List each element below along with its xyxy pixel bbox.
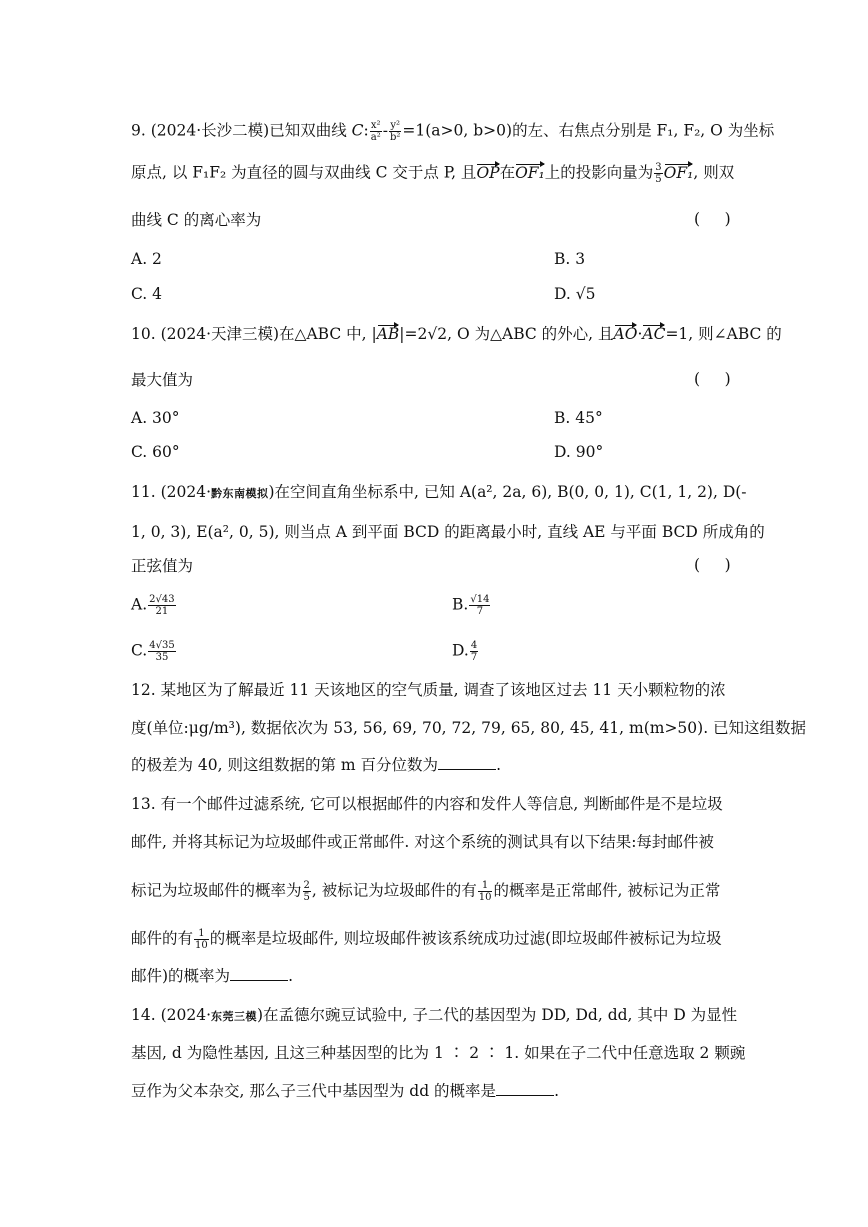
q13-line3-b: , 被标记为垃圾邮件的有 (311, 881, 477, 900)
q11-option-b-den: 7 (476, 606, 484, 617)
q12-answer-blank[interactable] (438, 755, 496, 770)
q13-line3 (131, 880, 720, 903)
q9-option-d: D. √5 (554, 285, 596, 303)
q13-line5-a: 邮件)的概率为 (131, 967, 231, 985)
q9-frac-y-den: b² (389, 132, 401, 143)
q11-option-b-frac (469, 594, 490, 617)
q13-frac-3-den: 10 (195, 940, 208, 951)
q13-line5 (131, 966, 293, 986)
q13-line1: 13. 有一个邮件过滤系统, 它可以根据邮件的内容和发件人等信息, 判断邮件是不是垃圾 (131, 795, 723, 813)
q9-line2-c: 上的投影向量为 (544, 163, 654, 182)
q11-option-b-num: √14 (470, 594, 490, 605)
q11-option-c-label: C. (131, 641, 148, 660)
q12-line2: 度(单位:μg/m³), 数据依次为 53, 56, 69, 70, 72, 79, 65, 80, 45, 41, m(m>50). 已知这组数据 (131, 719, 807, 737)
q10-option-b: B. 45° (554, 409, 603, 427)
q10-line2: 最大值为 (131, 371, 194, 389)
q11-option-d (452, 640, 479, 663)
q13-frac-3 (194, 928, 209, 951)
q14-answer-blank[interactable] (496, 1081, 554, 1096)
q14-line2: 基因, d 为隐性基因, 且这三种基因型的比为 1 ∶ 2 ∶ 1. 如果在子二代中任意选取 2 颗豌 (131, 1044, 746, 1062)
q9-curve: C (351, 121, 364, 140)
q10-dot: · (637, 325, 643, 343)
q14-number: 14. (2024· (131, 1006, 211, 1024)
q13-line5-b: . (288, 967, 293, 985)
q9-text: 已知双曲线 (269, 121, 352, 140)
q11-option-b (452, 594, 491, 617)
q9-text-b: 的左、右焦点分别是 F₁, F₂, O 为坐标 (512, 121, 775, 140)
q9-option-c: C. 4 (131, 285, 163, 303)
q13-line4-a: 邮件的有 (131, 929, 194, 948)
q9-source: (2024·长沙二模) (150, 121, 270, 140)
q9-line2-a: 原点, 以 F₁F₂ 为直径的圆与双曲线 C 交于点 P, 且 (131, 163, 477, 182)
q13-frac-2-num: 1 (478, 880, 493, 892)
q11-line1 (131, 482, 747, 504)
q10-option-d: D. 90° (554, 443, 604, 461)
q10-line1-a: 10. (2024·天津三模)在△ABC 中, | (131, 325, 377, 343)
q11-option-c (131, 640, 177, 663)
q9-option-b: B. 3 (554, 250, 586, 268)
q9-frac-y-num: y² (390, 120, 401, 131)
q9-line1 (131, 120, 774, 143)
vector-of1: OF₁ (515, 163, 545, 182)
q11-number: 11. (2024· (131, 483, 211, 501)
q13-line4 (131, 928, 722, 951)
q11-option-d-frac (470, 640, 478, 663)
q14-line3 (131, 1081, 559, 1101)
q11-option-d-den: 7 (470, 652, 478, 663)
q14-source: 东莞三模 (211, 1010, 257, 1023)
q11-line1-text: )在空间直角坐标系中, 已知 A(a², 2a, 6), B(0, 0, 1), C(1, 1, 2), D(- (268, 483, 747, 501)
q10-option-a: A. 30° (131, 409, 180, 427)
q12-line3-a: 的极差为 40, 则这组数据的第 m 百分位数为 (131, 756, 439, 774)
q13-line2: 邮件, 并将其标记为垃圾邮件或正常邮件. 对这个系统的测试具有以下结果:每封邮件被 (131, 833, 714, 851)
q13-frac-1-num: 2 (303, 880, 310, 891)
q11-line3: 正弦值为 (131, 557, 194, 575)
q11-option-c-den: 35 (155, 652, 169, 663)
q9-frac-x-num: x² (370, 120, 381, 131)
q13-frac-1 (303, 880, 311, 903)
q9-frac-x (370, 120, 382, 143)
vector-of1-b: OF₁ (663, 163, 694, 182)
q9-frac-den: 5 (655, 174, 662, 185)
vector-ac: AC (642, 325, 666, 343)
q9-answer-paren: ( ) (694, 210, 731, 228)
vector-op: OP (476, 163, 500, 182)
vector-ab: AB (376, 325, 400, 343)
q9-option-a: A. 2 (131, 250, 162, 268)
q14-line1 (131, 1005, 737, 1027)
q11-line2: 1, 0, 3), E(a², 0, 5), 则当点 A 到平面 BCD 的距离最小时, 直线 AE 与平面 BCD 所成角的 (131, 523, 765, 541)
q13-line3-c: 的概率是正常邮件, 被标记为正常 (493, 881, 721, 900)
q13-answer-blank[interactable] (230, 966, 288, 981)
q11-option-a-den: 21 (155, 606, 169, 617)
q11-option-d-num: 4 (470, 640, 478, 651)
q9-frac-x-den: a² (370, 132, 381, 143)
q10-option-c: C. 60° (131, 443, 180, 461)
q11-option-b-label: B. (452, 595, 469, 614)
q13-line4-b: 的概率是垃圾邮件, 则垃圾邮件被该系统成功过滤(即垃圾邮件被标记为垃圾 (209, 929, 722, 948)
q9-line3: 曲线 C 的离心率为 (131, 211, 262, 229)
q12-line3-b: . (496, 756, 501, 774)
q13-frac-1-den: 5 (303, 892, 310, 903)
q14-line3-a: 豆作为父本杂交, 那么子三代中基因型为 dd 的概率是 (131, 1082, 497, 1100)
q9-line2 (131, 162, 734, 185)
q9-frac-num: 3 (655, 162, 662, 173)
q13-frac-2 (478, 880, 493, 903)
q11-option-a (131, 594, 177, 617)
q13-line3-a: 标记为垃圾邮件的概率为 (131, 881, 302, 900)
q14-line3-b: . (554, 1082, 559, 1100)
vector-ao: AO (613, 325, 638, 343)
q11-option-c-frac (148, 640, 175, 663)
q11-option-a-num: 2√43 (149, 594, 175, 605)
q11-option-a-label: A. (131, 595, 148, 614)
q11-answer-paren: ( ) (694, 556, 731, 574)
q10-line1-c: =1, 则∠ABC 的 (665, 325, 782, 343)
q9-line2-d: , 则双 (693, 163, 735, 182)
q10-line1 (131, 324, 782, 344)
q9-eq-rest: =1(a>0, b>0) (402, 121, 513, 140)
q11-option-c-num: 4√35 (149, 640, 175, 651)
q9-frac-y (389, 120, 401, 143)
q12-line3 (131, 755, 501, 775)
q9-minus: - (382, 121, 388, 140)
q9-line2-b: 在 (499, 163, 516, 182)
q11-option-a-frac (148, 594, 175, 617)
q9-number: 9. (131, 121, 146, 140)
q10-line1-b: |=2√2, O 为△ABC 的外心, 且 (399, 325, 614, 343)
q11-option-d-label: D. (452, 641, 469, 660)
q10-answer-paren: ( ) (694, 370, 731, 388)
q9-frac-35 (654, 162, 662, 185)
q9-colon: : (363, 121, 369, 140)
q12-line1: 12. 某地区为了解最近 11 天该地区的空气质量, 调查了该地区过去 11 天小颗粒物的浓 (131, 681, 726, 699)
q13-frac-3-num: 1 (194, 928, 209, 940)
q13-frac-2-den: 10 (478, 892, 492, 903)
q14-line1-text: )在孟德尔豌豆试验中, 子二代的基因型为 DD, Dd, dd, 其中 D 为显性 (257, 1006, 738, 1024)
q11-source: 黔东南模拟 (211, 487, 269, 500)
